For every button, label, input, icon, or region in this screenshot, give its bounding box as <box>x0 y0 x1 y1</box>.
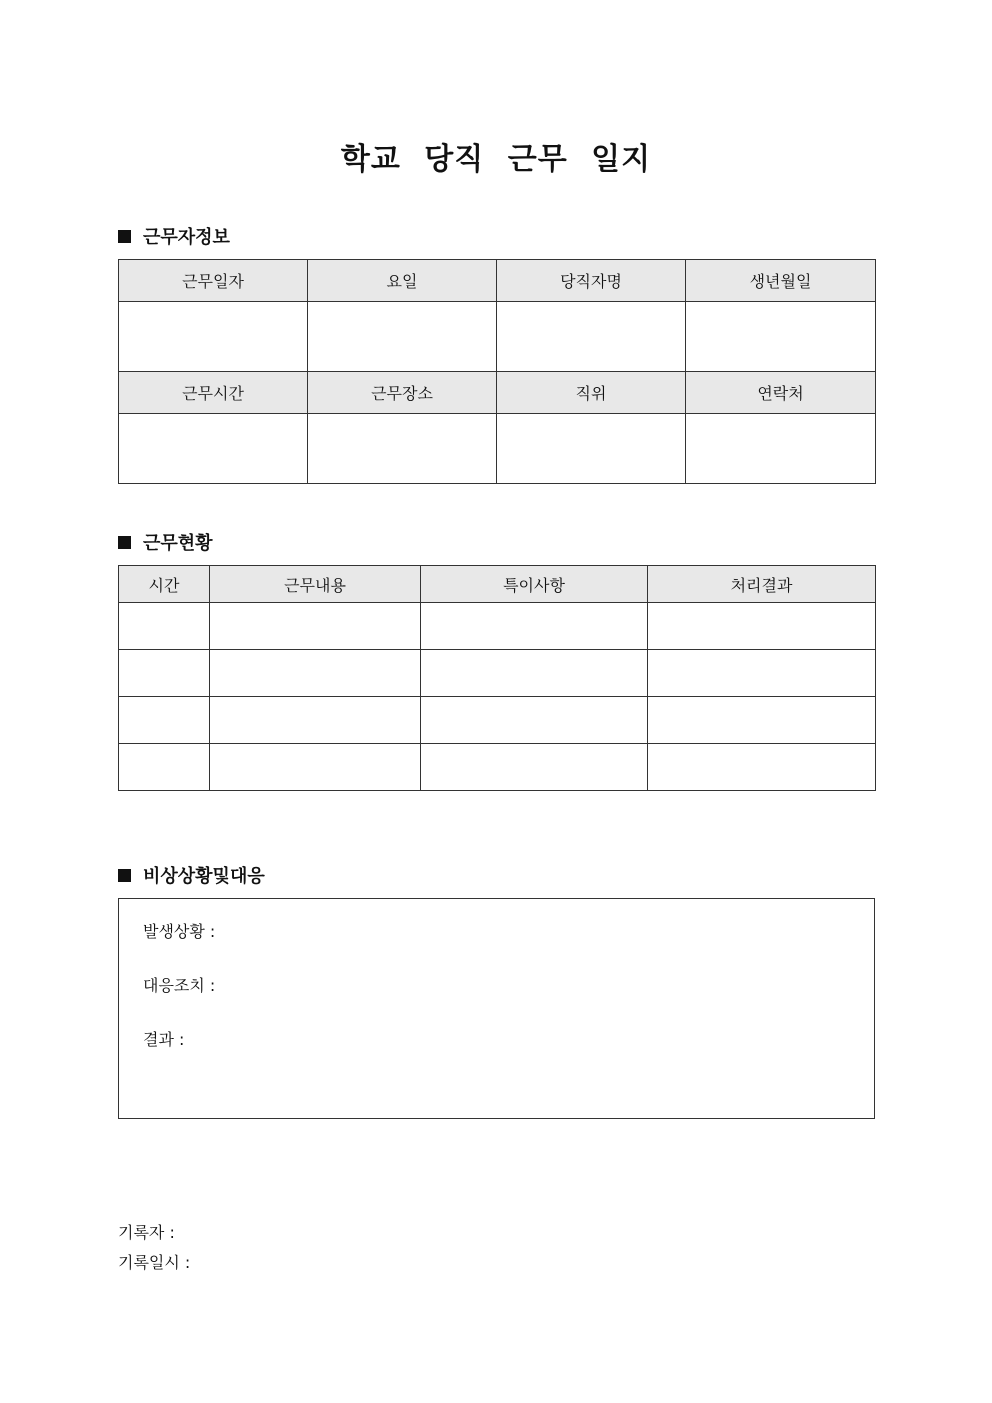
work-content-cell[interactable] <box>210 603 421 650</box>
notes-cell[interactable] <box>421 603 648 650</box>
table-row <box>119 302 876 372</box>
notes-cell[interactable] <box>421 650 648 697</box>
response-action-label: 대응조치 : <box>143 976 216 995</box>
work-location-cell[interactable] <box>308 414 497 484</box>
section-heading-label: 근무현황 <box>143 533 213 554</box>
work-status-table <box>118 565 876 791</box>
table-row <box>119 414 876 484</box>
work-content-cell[interactable] <box>210 697 421 744</box>
table-row <box>119 650 876 697</box>
weekday-cell[interactable] <box>308 302 497 372</box>
section-heading-label: 근무자정보 <box>143 227 230 248</box>
result-cell[interactable] <box>648 744 876 791</box>
table-header-row <box>119 566 876 603</box>
header-duty-person-name: 당직자명 <box>497 260 686 302</box>
work-content-cell[interactable] <box>210 744 421 791</box>
table-row <box>119 697 876 744</box>
work-date-cell[interactable] <box>119 302 308 372</box>
section-heading-emergency <box>118 862 265 888</box>
header-time: 시간 <box>119 566 210 603</box>
table-row <box>119 744 876 791</box>
occurrence-label: 발생상황 : <box>143 922 216 941</box>
section-heading-worker-info <box>118 223 230 249</box>
header-result: 처리결과 <box>648 566 876 603</box>
time-cell[interactable] <box>119 650 210 697</box>
time-cell[interactable] <box>119 744 210 791</box>
table-header-row <box>119 372 876 414</box>
square-bullet-icon <box>118 536 131 549</box>
table-header-row <box>119 260 876 302</box>
square-bullet-icon <box>118 869 131 882</box>
birth-date-cell[interactable] <box>686 302 876 372</box>
notes-cell[interactable] <box>421 744 648 791</box>
header-birth-date: 생년월일 <box>686 260 876 302</box>
section-heading-label: 비상상황및대응 <box>143 866 265 887</box>
header-weekday: 요일 <box>308 260 497 302</box>
recorder-label: 기록자 : <box>118 1223 175 1242</box>
section-heading-work-status <box>118 529 213 555</box>
record-datetime-label: 기록일시 : <box>118 1253 191 1272</box>
header-work-content: 근무내용 <box>210 566 421 603</box>
work-content-cell[interactable] <box>210 650 421 697</box>
emergency-response-box[interactable] <box>118 898 875 1119</box>
header-position: 직위 <box>497 372 686 414</box>
notes-cell[interactable] <box>421 697 648 744</box>
position-cell[interactable] <box>497 414 686 484</box>
worker-info-table <box>118 259 876 484</box>
table-row <box>119 603 876 650</box>
work-hours-cell[interactable] <box>119 414 308 484</box>
header-work-location: 근무장소 <box>308 372 497 414</box>
contact-cell[interactable] <box>686 414 876 484</box>
result-cell[interactable] <box>648 650 876 697</box>
result-cell[interactable] <box>648 697 876 744</box>
header-contact: 연락처 <box>686 372 876 414</box>
time-cell[interactable] <box>119 697 210 744</box>
header-work-hours: 근무시간 <box>119 372 308 414</box>
result-cell[interactable] <box>648 603 876 650</box>
page-title: 학교 당직 근무 일지 <box>340 142 652 177</box>
header-work-date: 근무일자 <box>119 260 308 302</box>
square-bullet-icon <box>118 230 131 243</box>
result-label: 결과 : <box>143 1030 185 1049</box>
header-notes: 특이사항 <box>421 566 648 603</box>
duty-person-name-cell[interactable] <box>497 302 686 372</box>
time-cell[interactable] <box>119 603 210 650</box>
